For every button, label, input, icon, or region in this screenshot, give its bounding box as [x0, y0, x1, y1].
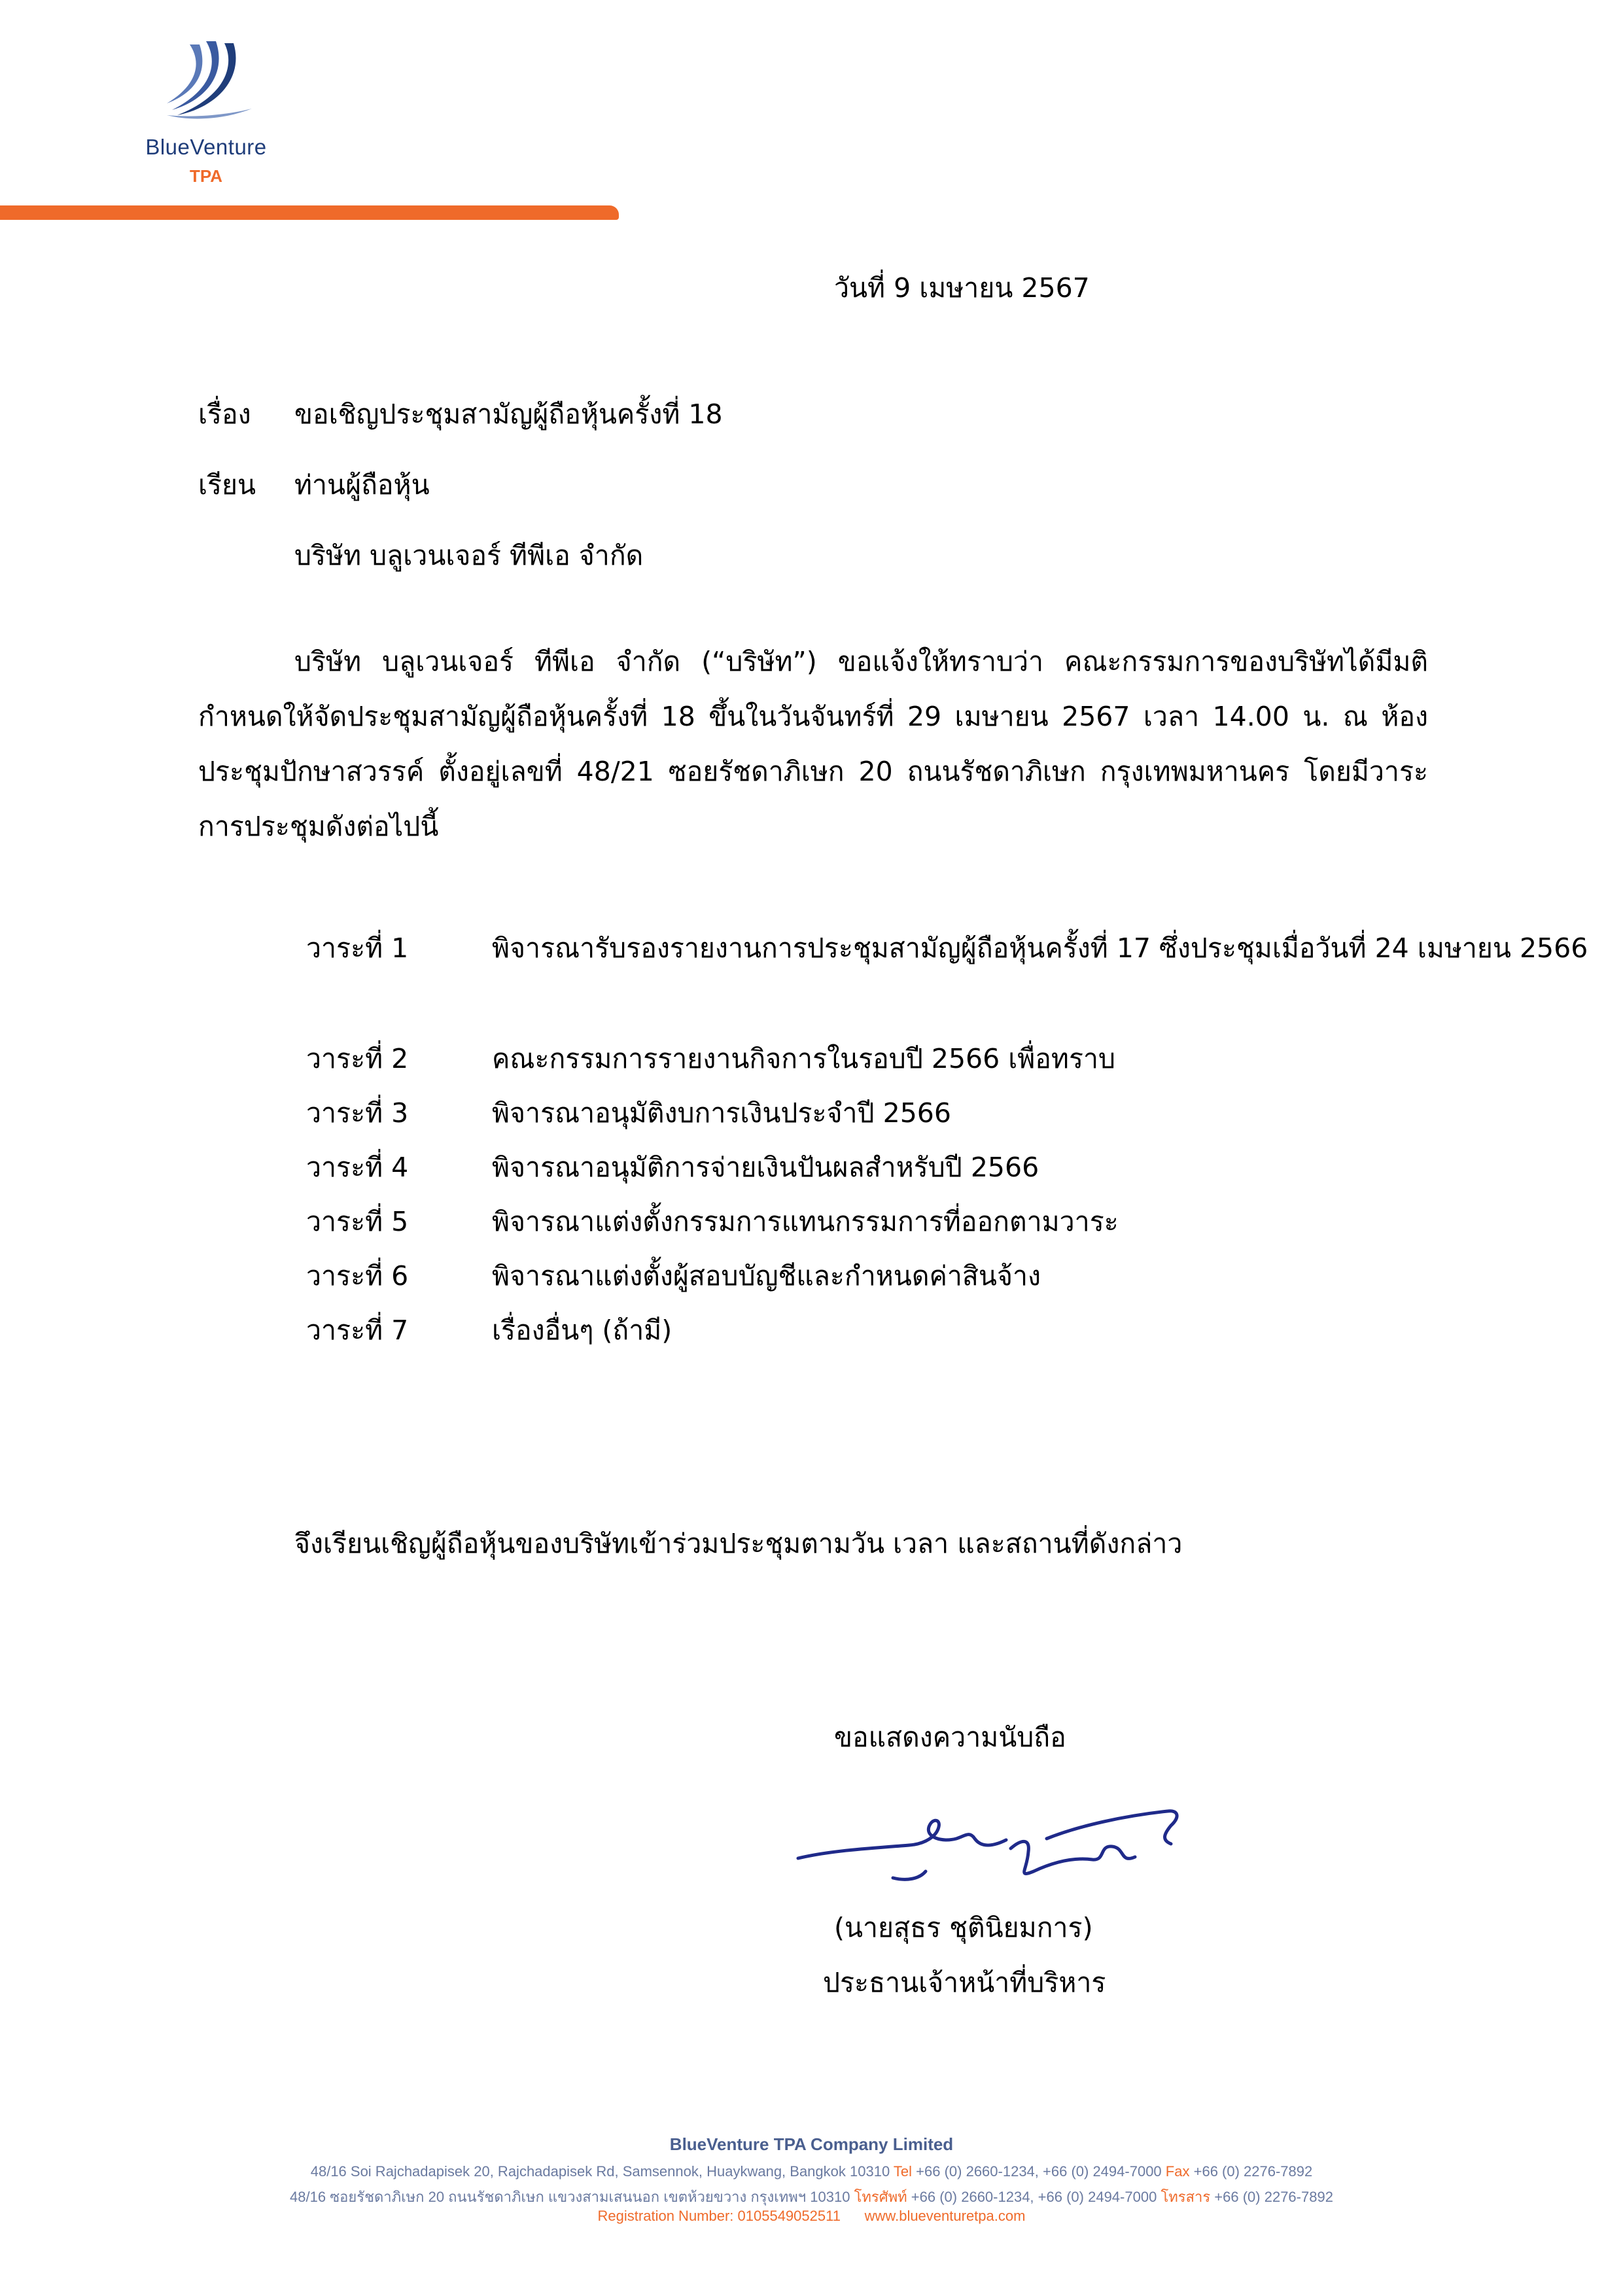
- letter-date: วันที่ 9 เมษายน 2567: [834, 272, 1090, 304]
- footer-address-en-text: 48/16 Soi Rajchadapisek 20, Rajchadapisek Rd, Samsennok, Huaykwang, Bangkok 10310: [310, 2163, 890, 2180]
- to-line-2: บริษัท บลูเวนเจอร์ ทีพีเอ จำกัด: [294, 540, 644, 571]
- agenda-title: พิจารณารับรองรายงานการประชุมสามัญผู้ถือหุ้นครั้งที่ 17 ซึ่งประชุมเมื่อวันที่ 24 เมษายน 2566: [492, 932, 1588, 964]
- subject-text: ขอเชิญประชุมสามัญผู้ถือหุ้นครั้งที่ 18: [294, 398, 723, 430]
- logo-brand-text: BlueVenture: [145, 135, 267, 159]
- signer-name: (นายสุธร ชุตินิยมการ): [834, 1912, 1093, 1943]
- agenda-number: วาระที่ 6: [306, 1260, 409, 1292]
- agenda-number: วาระที่ 7: [306, 1315, 409, 1346]
- agenda-number: วาระที่ 4: [306, 1152, 409, 1183]
- footer-tel: +66 (0) 2660-1234, +66 (0) 2494-7000: [916, 2163, 1162, 2180]
- footer-fax-th: +66 (0) 2276-7892: [1214, 2189, 1333, 2205]
- agenda-title: พิจารณาแต่งตั้งผู้สอบบัญชีและกำหนดค่าสินจ้าง: [492, 1260, 1041, 1292]
- invitation-text: จึงเรียนเชิญผู้ถือหุ้นของบริษัทเข้าร่วมประชุมตามวัน เวลา และสถานที่ดังกล่าว: [294, 1528, 1183, 1559]
- footer-tel-label: Tel: [893, 2163, 913, 2180]
- footer-company-name: BlueVenture TPA Company Limited: [669, 2134, 954, 2154]
- logo-waves-icon: [154, 38, 258, 123]
- body-paragraph: บริษัท บลูเวนเจอร์ ทีพีเอ จำกัด (“บริษัท”) ขอแจ้งให้ทราบว่า คณะกรรมการของบริษัทได้มีมติกำหนดให้จัดประชุมสามัญผู้ถือหุ้นครั้งที่ 18 ขึ้นในวันจันทร์ที่ 29 เมษายน 2567 เวลา 14.00 น. ณ ห้องประชุมปักษาสวรรค์ ตั้งอยู่เลขที่ 48/21 ซอยรัชดาภิเษก 20 ถนนรัชดาภิเษก กรุงเทพมหานคร โดยมีวาระการประชุมดังต่อไปนี้: [198, 646, 1429, 842]
- footer-address-en: [0, 2163, 1623, 2180]
- logo-sub-text: TPA: [189, 166, 223, 186]
- footer-tel-th-label: โทรศัพท์: [854, 2189, 907, 2205]
- to-line-1: ท่านผู้ถือหุ้น: [294, 469, 430, 501]
- agenda-number: วาระที่ 5: [306, 1206, 409, 1237]
- footer-tel-th: +66 (0) 2660-1234, +66 (0) 2494-7000: [911, 2189, 1157, 2205]
- agenda-number: วาระที่ 2: [306, 1043, 409, 1074]
- signer-title: ประธานเจ้าหน้าที่บริหาร: [823, 1967, 1106, 1998]
- agenda-title: พิจารณาแต่งตั้งกรรมการแทนกรรมการที่ออกตามวาระ: [492, 1206, 1119, 1237]
- signature-image: [785, 1780, 1191, 1891]
- footer-fax: +66 (0) 2276-7892: [1193, 2163, 1313, 2180]
- header-accent-bar: [0, 205, 619, 220]
- agenda-number: วาระที่ 1: [306, 932, 409, 964]
- subject-label: เรื่อง: [198, 398, 251, 430]
- footer-fax-th-label: โทรสาร: [1161, 2189, 1211, 2205]
- footer-registration: [0, 2208, 1623, 2225]
- footer-registration-number: Registration Number: 0105549052511: [597, 2208, 841, 2224]
- agenda-title: เรื่องอื่นๆ (ถ้ามี): [492, 1315, 672, 1346]
- to-label: เรียน: [198, 469, 256, 501]
- agenda-number: วาระที่ 3: [306, 1097, 409, 1129]
- agenda-title: พิจารณาอนุมัติการจ่ายเงินปันผลสำหรับปี 2566: [492, 1152, 1039, 1183]
- footer-address-th: [0, 2185, 1623, 2208]
- agenda-title: พิจารณาอนุมัติงบการเงินประจำปี 2566: [492, 1097, 951, 1129]
- footer-fax-label: Fax: [1165, 2163, 1190, 2180]
- footer-address-th-text: 48/16 ซอยรัชดาภิเษก 20 ถนนรัชดาภิเษก แขวงสามเสนนอก เขตห้วยขวาง กรุงเทพฯ 10310: [290, 2189, 850, 2205]
- agenda-title: คณะกรรมการรายงานกิจการในรอบปี 2566 เพื่อทราบ: [492, 1043, 1116, 1074]
- closing-text: ขอแสดงความนับถือ: [834, 1722, 1066, 1753]
- footer-website-link[interactable]: www.blueventuretpa.com: [864, 2208, 1026, 2224]
